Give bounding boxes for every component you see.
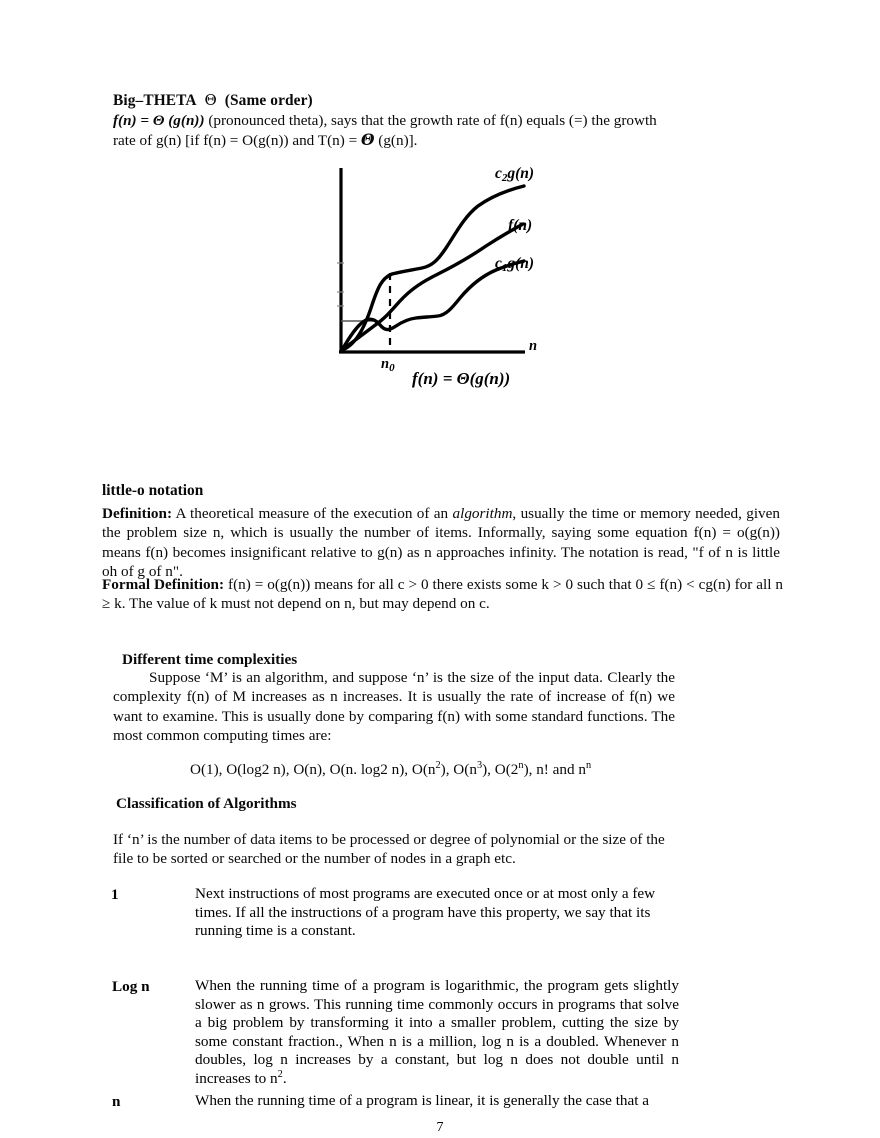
heading-big-theta xyxy=(113,91,313,110)
paragraph-big-theta xyxy=(113,111,673,151)
heading-big-theta-lead: Big–THETA xyxy=(113,92,197,109)
classification-row-2-text-b: . xyxy=(282,1069,287,1087)
definition-label: Definition: xyxy=(102,505,173,522)
figure-big-theta-graph xyxy=(320,160,580,395)
formula-sup-n3: 3 xyxy=(476,759,483,771)
classification-row-label-2: Log n xyxy=(112,978,150,995)
big-theta-line2-a: growth rate of g(n) [if f(n) = O(g(n)) and T(n) = xyxy=(113,112,657,150)
curve-f-n xyxy=(342,224,523,350)
figure-label-c2gn: c2g(n) xyxy=(495,165,535,184)
formula-sup-2n: n xyxy=(518,759,524,771)
curve-c1-g-n xyxy=(342,261,524,350)
classification-row-label-3: n xyxy=(112,1093,121,1110)
paragraph-classification-intro: If ‘n’ is the number of data items to be processed or degree of polynomial or the size of the file to be sorted or searched or the number of nodes in a graph etc. xyxy=(113,831,665,868)
formal-definition-label: Formal Definition: xyxy=(102,576,225,593)
heading-little-o-notation: little-o notation xyxy=(102,482,204,499)
figure-label-n0: $n_0$ xyxy=(381,356,395,374)
formula-part-0: O(1), O(log2 n), O(n), O(n. log2 n), O(n xyxy=(190,761,436,778)
classification-row-2-text-a: When the running time of a program is logarithmic, the program gets slightly slower as n grows. This running time commonly occurs in programs that solve a big problem by transforming it into a smaller problem, cutting the size by some constant fraction., When n is a million, log n is a doubled. Whenever n doubles, log n increases by a constant, but log n does not double until n increases to n xyxy=(195,977,679,1087)
theta-symbol-inline-icon: Θ xyxy=(360,130,375,150)
theta-symbol-icon: Θ xyxy=(204,91,217,109)
formal-definition-text: f(n) = o(g(n)) means for all c > 0 there exists some k > 0 such that 0 ≤ f(n) < cg(n) for all n ≥ k. The value of k must not depend on n, but may depend on c. xyxy=(102,576,783,613)
formula-part-6: ), n! and n xyxy=(523,761,586,778)
heading-different-time-complexities: Different time complexities xyxy=(122,651,298,668)
big-theta-line1-rest: (pronounced theta), says that the growth rate of f(n) equals (=) the xyxy=(204,112,610,129)
page-number: 7 xyxy=(436,1120,444,1135)
big-theta-formula: f(n) = Θ (g(n)) xyxy=(113,112,205,129)
figure-label-fn: f(n) xyxy=(508,217,533,234)
figure-label-c1gn: c1g(n) xyxy=(495,255,535,274)
formula-common-computing-times xyxy=(190,760,660,779)
definition-italic-term: algorithm xyxy=(452,505,513,522)
paragraph-time-complexities: Suppose ‘M’ is an algorithm, and suppose ‘n’ is the size of the input data. Clearly the complexity f(n) of M increases as n increases. It is usually the rate of increase of f(n) we want to examine. This is usually done by comparing f(n) with some standard functions. The most common computing times are: xyxy=(113,669,675,744)
classification-row-text-3: When the running time of a program is linear, it is generally the case that a xyxy=(195,1092,650,1109)
formula-sup-n2: 2 xyxy=(435,759,441,771)
classification-row-label-1: 1 xyxy=(111,886,119,903)
classification-row-text-2 xyxy=(195,977,679,1089)
classification-row-text-1: Next instructions of most programs are executed once or at most only a few times. If all the instructions of a program have this property, we say that its running time is a constant. xyxy=(195,885,656,940)
paragraph-little-o-formal xyxy=(102,575,783,614)
heading-classification-of-algorithms: Classification of Algorithms xyxy=(116,795,297,812)
heading-big-theta-tail: (Same order) xyxy=(224,92,313,109)
figure-label-x-axis: n xyxy=(529,338,538,354)
classification-row-2-sup: 2 xyxy=(277,1068,283,1080)
figure-caption: f(n) = Θ(g(n)) xyxy=(412,369,511,388)
definition-text-b: , usually the time or memory needed, given the problem size n, which is usually the number of items. Informally, saying some equation f(n) = o(g(n)) means f(n) becomes insignificant relative to g(n) as n approaches infinity. The notation is read, "f of n is little oh of g of n". xyxy=(102,505,780,580)
big-theta-line2-b: (g(n)]. xyxy=(374,132,418,150)
paragraph-little-o-definition xyxy=(102,504,780,581)
formula-sup-nn: n xyxy=(585,759,592,771)
definition-text-a: A theoretical measure of the execution of an xyxy=(172,505,453,522)
formula-part-4: ), O(2 xyxy=(482,761,519,778)
formula-part-2: ), O(n xyxy=(440,761,477,778)
